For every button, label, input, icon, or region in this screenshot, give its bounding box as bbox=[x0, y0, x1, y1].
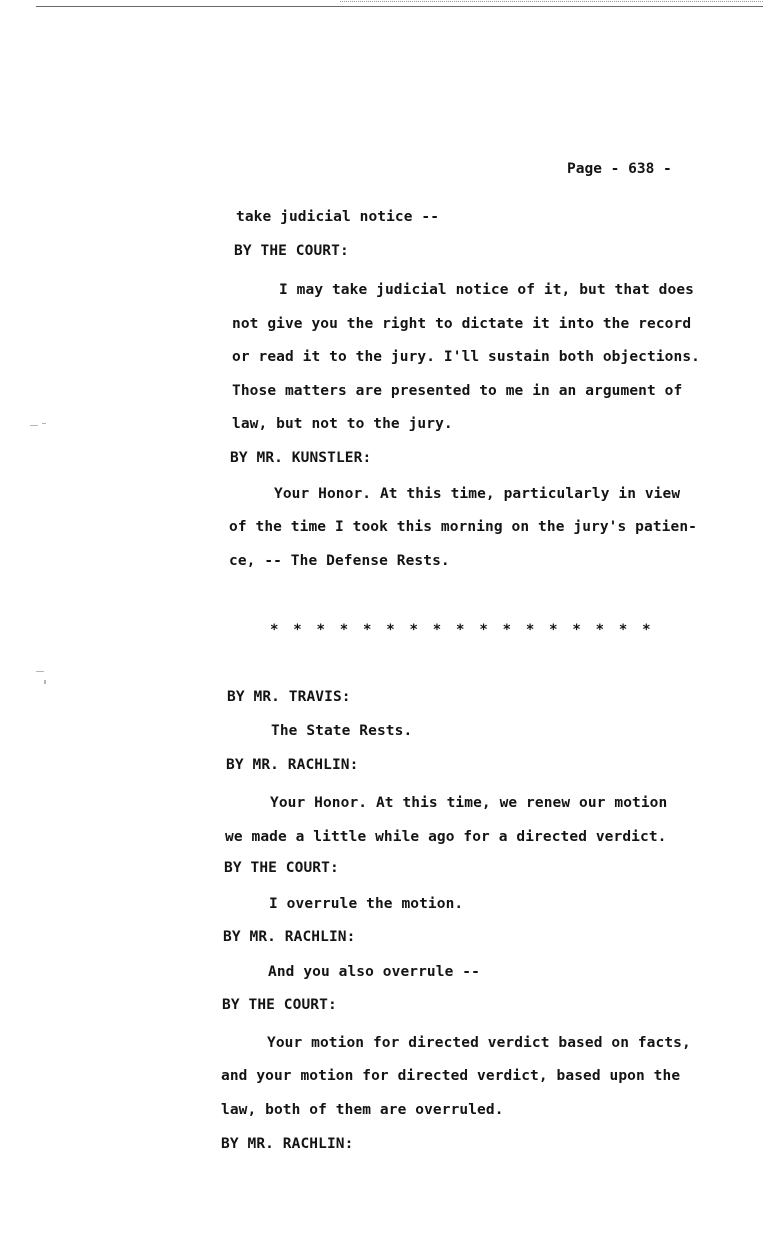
section-divider-asterisks: * * * * * * * * * * * * * * * * * bbox=[270, 622, 654, 638]
speaker-label: BY THE COURT: bbox=[222, 997, 337, 1013]
transcript-line: law, but not to the jury. bbox=[232, 416, 453, 432]
transcript-line: not give you the right to dictate it into the record bbox=[232, 316, 692, 332]
speaker-label: BY MR. RACHLIN: bbox=[223, 929, 356, 945]
scan-speck bbox=[30, 425, 38, 426]
speaker-label: BY MR. TRAVIS: bbox=[227, 689, 351, 705]
transcript-line: Your Honor. At this time, we renew our motion bbox=[270, 795, 668, 811]
speaker-label: BY MR. RACHLIN: bbox=[221, 1136, 354, 1152]
transcript-line: take judicial notice -- bbox=[236, 209, 440, 225]
transcript-line: or read it to the jury. I'll sustain both objections. bbox=[232, 349, 700, 365]
transcript-line: we made a little while ago for a directed verdict. bbox=[225, 829, 667, 845]
transcript-line: Those matters are presented to me in an argument of bbox=[232, 383, 683, 399]
transcript-line: and your motion for directed verdict, based upon the bbox=[221, 1068, 681, 1084]
top-faint-line bbox=[340, 1, 763, 2]
transcript-line: law, both of them are overruled. bbox=[221, 1102, 504, 1118]
transcript-line: of the time I took this morning on the jury's patien- bbox=[229, 519, 697, 535]
speaker-label: BY THE COURT: bbox=[224, 860, 339, 876]
scan-speck bbox=[42, 423, 46, 424]
transcript-line: The State Rests. bbox=[271, 723, 413, 739]
speaker-label: BY MR. RACHLIN: bbox=[226, 757, 359, 773]
transcript-line: ce, -- The Defense Rests. bbox=[229, 553, 450, 569]
scan-speck bbox=[36, 671, 44, 672]
transcript-line: I may take judicial notice of it, but that does bbox=[279, 282, 694, 298]
speaker-label: BY MR. KUNSTLER: bbox=[230, 450, 372, 466]
speaker-label: BY THE COURT: bbox=[234, 243, 349, 259]
page-number: Page - 638 - bbox=[567, 161, 672, 177]
scan-speck bbox=[44, 680, 46, 684]
top-border-line bbox=[36, 6, 763, 7]
transcript-line: I overrule the motion. bbox=[269, 896, 464, 912]
transcript-line: Your Honor. At this time, particularly in view bbox=[274, 486, 681, 502]
transcript-line: Your motion for directed verdict based on facts, bbox=[267, 1035, 691, 1051]
transcript-line: And you also overrule -- bbox=[268, 964, 480, 980]
